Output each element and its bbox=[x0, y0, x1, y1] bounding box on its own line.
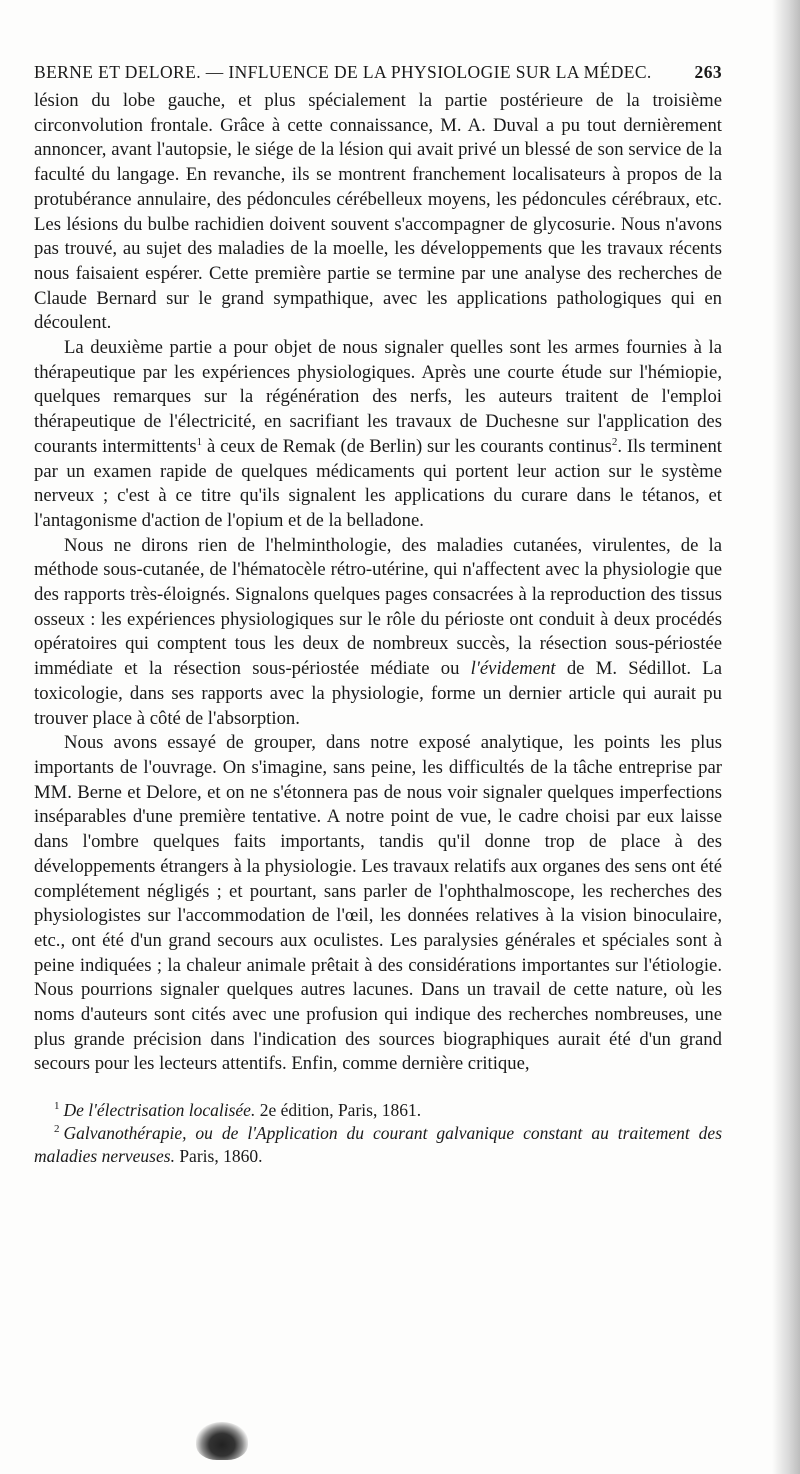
paragraph-3 bbox=[34, 534, 722, 732]
body-text bbox=[34, 89, 722, 1077]
paragraph-3-italic: l'évidement bbox=[470, 658, 556, 680]
running-head bbox=[34, 62, 722, 83]
paragraph-2 bbox=[34, 336, 722, 534]
page-number: 263 bbox=[694, 62, 722, 82]
footnotes bbox=[34, 1099, 722, 1168]
ink-blot bbox=[196, 1422, 248, 1460]
paragraph-3-end: de M. Sédillot. La toxicologie, dans ses rapports avec la physiologie, forme un dernier article qui aurait pu trouver place à côté de l'absorption. bbox=[34, 658, 722, 729]
paragraph-3-start: Nous ne dirons rien de l'helminthologie, des maladies cutanées, virulentes, de la méthode sous-cutanée, de l'hématocèle rétro-utérine, qui n'affectent avec la physiologie que des rapports très-éloignés. Signalons quelques pages consacrées à la reproduction des tissus osseux : les expériences physiologiques sur le rôle du périoste ont conduit à deux procédés opératoires qui comptent tous les deux de nombreux succès, la résection sous-périostée immédiate et la résection sous-périostée médiate ou bbox=[34, 534, 722, 680]
paragraph-2-mid: à ceux de Remak (de Berlin) sur les courants continus bbox=[202, 435, 612, 457]
footnote-ref-1[interactable]: 1 bbox=[196, 435, 203, 448]
footnote-1-rest: 2e édition, Paris, 1861. bbox=[255, 1100, 422, 1121]
paragraph-1: lésion du lobe gauche, et plus spécialement la partie postérieure de la troisième circonvolution frontale. Grâce à cette connaissance, M. A. Duval a pu tout dernièrement annoncer, avant l'autopsie, le siége de la lésion qui avait privé un blessé de son service de la faculté du langage. En revanche, ils se montrent franchement localisateurs à propos de la protubérance annulaire, des pédoncules cérébelleux moyens, les pédoncules cérébraux, etc. Les lésions du bulbe rachidien doivent souvent s'accompagner de glycosurie. Nous n'avons pas trouvé, au sujet des maladies de la moelle, les développements que les travaux récents nous faisaient espérer. Cette première partie se termine par une analyse des recherches de Claude Bernard sur le grand sympathique, avec les applications pathologiques qui en découlent. bbox=[34, 90, 722, 334]
page-gutter-shadow bbox=[772, 0, 800, 1474]
footnote-2 bbox=[34, 1122, 722, 1168]
footnote-2-rest: Paris, 1860. bbox=[174, 1146, 263, 1167]
footnote-1 bbox=[34, 1099, 722, 1122]
footnote-1-title: De l'électrisation localisée. bbox=[63, 1100, 256, 1121]
paragraph-2-end: . Ils terminent par un examen rapide de quelques médicaments qui portent leur action sur le système nerveux ; c'est à ce titre qu'ils signalent les applications du curare dans le tétanos, et l'antagonisme d'action de l'opium et de la belladone. bbox=[34, 435, 722, 531]
footnote-ref-2[interactable]: 2 bbox=[611, 435, 618, 448]
running-title: BERNE ET DELORE. — INFLUENCE DE LA PHYSIOLOGIE SUR LA MÉDEC. bbox=[34, 62, 652, 82]
paragraph-2-start: La deuxième partie a pour objet de nous signaler quelles sont les armes fournies à la thérapeutique par les expériences physiologiques. Après une courte étude sur l'hémiopie, quelques remarques sur la régénération des nerfs, les auteurs traitent de l'emploi thérapeutique de l'électricité, en sacrifiant les travaux de Duchesne sur l'application des courants intermittents bbox=[34, 337, 722, 457]
footnote-1-mark: 1 bbox=[54, 1100, 60, 1113]
footnote-2-mark: 2 bbox=[54, 1123, 60, 1136]
footnote-2-title: Galvanothérapie, ou de l'Application du courant galvanique constant au traitement des maladies nerveuses. bbox=[34, 1123, 722, 1167]
paragraph-4: Nous avons essayé de grouper, dans notre exposé analytique, les points les plus importants de l'ouvrage. On s'imagine, sans peine, les difficultés de la tâche entreprise par MM. Berne et Delore, et on ne s'étonnera pas de nous voir signaler quelques imperfections inséparables d'une première tentative. A notre point de vue, le cadre choisi par eux laisse dans l'ombre quelques faits importants, tandis qu'il donne trop de place à des développements étrangers à la physiologie. Les travaux relatifs aux organes des sens ont été complétement négligés ; et pourtant, sans parler de l'ophthalmoscope, les recherches des physiologistes sur l'accommodation de l'œil, les données relatives à la vision binoculaire, etc., ont été d'un grand secours aux oculistes. Les paralysies générales et spéciales sont à peine indiquées ; la chaleur animale prêtait à des considérations importantes sur l'étiologie. Nous pourrions signaler quelques autres lacunes. Dans un travail de cette nature, où les noms d'auteurs sont cités avec une profusion qui indique des recherches nombreuses, une plus grande précision dans l'indication des sources biographiques aurait été d'un grand secours pour les lecteurs attentifs. Enfin, comme dernière critique, bbox=[34, 732, 722, 1075]
